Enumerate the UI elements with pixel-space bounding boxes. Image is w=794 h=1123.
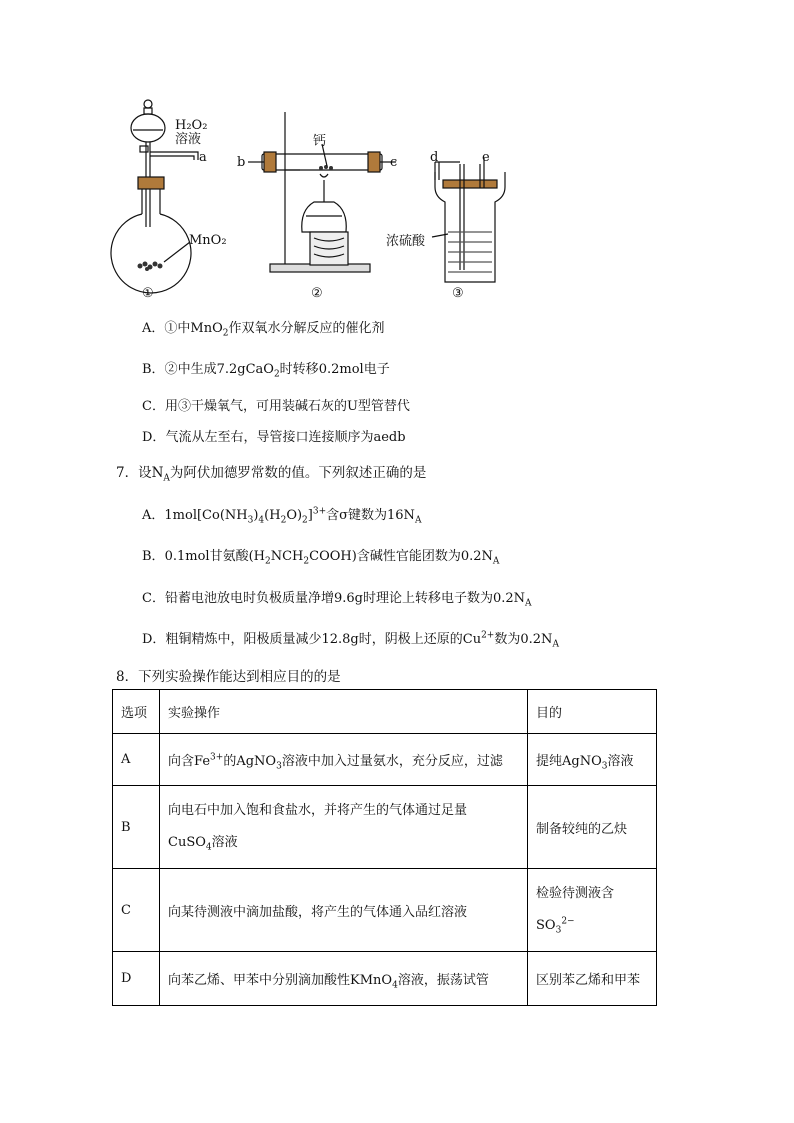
caption-3: ③ — [452, 286, 464, 301]
label-port-c: c — [390, 155, 398, 170]
q6-option-c: C．用③干燥氧气，可用装碱石灰的U型管替代 — [142, 399, 410, 414]
caption-2: ② — [311, 286, 323, 301]
q7-option-b: B．0.1mol甘氨酸$(H_2NCH_2COOH)$含碱性官能团数为$0.2N_A$ — [142, 549, 500, 567]
header-operation: 实验操作 — [160, 690, 528, 734]
table-row: C 向某待测液中滴加盐酸，将产生的气体通入品红溶液 检验待测液含 $SO_3^{2-}$ — [113, 869, 657, 952]
q6-option-b: B．②中生成7.2gCaO$_2$时转移0.2mol电子 — [142, 362, 390, 380]
label-conc-h2so4: 浓硫酸 — [386, 234, 426, 249]
table-header-row — [113, 690, 657, 734]
apparatus-drawing — [100, 92, 520, 307]
q6-option-d: D．气流从左至右，导管接口连接顺序为aedb — [142, 430, 406, 445]
label-mno2: MnO₂ — [189, 233, 227, 248]
mno2-solid-icon — [138, 262, 163, 272]
q8-table — [112, 689, 657, 1006]
separatory-funnel-icon — [131, 114, 165, 142]
table-row: B 向电石中加入饱和食盐水，并将产生的气体通过足量 CuSO$_4$溶液 制备较纯的乙炔 — [113, 786, 657, 869]
label-port-d: d — [430, 150, 439, 165]
table-row: A 向含$Fe^{3+}$的AgNO$_3$溶液中加入过量氨水，充分反应，过滤 提纯AgNO$_3$溶液 — [113, 734, 657, 786]
alcohol-lamp-icon — [302, 202, 347, 232]
label-port-e: e — [482, 150, 490, 165]
q6-option-a: A．①中MnO$_2$作双氧水分解反应的催化剂 — [142, 321, 385, 339]
q7-option-a: A．$1mol[Co(NH_3)_4(H_2O)_2]^{3+}$含σ键数为$16N_A$ — [142, 506, 422, 526]
q8-stem: 8．下列实验操作能达到相应目的的是 — [116, 669, 341, 685]
label-h2o2: H₂O₂ 溶液 — [175, 118, 208, 147]
funnel-stopper-icon — [144, 100, 152, 108]
q7-stem: 7．设$N_A$为阿伏加德罗常数的值。下列叙述正确的是 — [116, 465, 427, 484]
label-port-b: b — [237, 155, 246, 170]
header-option: 选项 — [113, 690, 160, 734]
header-goal: 目的 — [528, 690, 657, 734]
round-flask-icon — [111, 214, 191, 293]
q7-option-c: C．铅蓄电池放电时负极质量净增9.6g时理论上转移电子数为$0.2N_A$ — [142, 591, 532, 609]
label-port-a: a — [199, 150, 207, 165]
table-row: D 向苯乙烯、甲苯中分别滴加酸性KMnO$_4$溶液，振荡试管 区别苯乙烯和甲苯 — [113, 952, 657, 1006]
q7-option-d: D．粗铜精炼中，阳极质量减少12.8g时，阴极上还原的$Cu^{2+}$数为$0.2N_A$ — [142, 630, 559, 650]
calcium-solid-icon — [319, 165, 333, 170]
label-calcium: 钙 — [313, 134, 327, 149]
caption-1: ① — [142, 286, 154, 301]
